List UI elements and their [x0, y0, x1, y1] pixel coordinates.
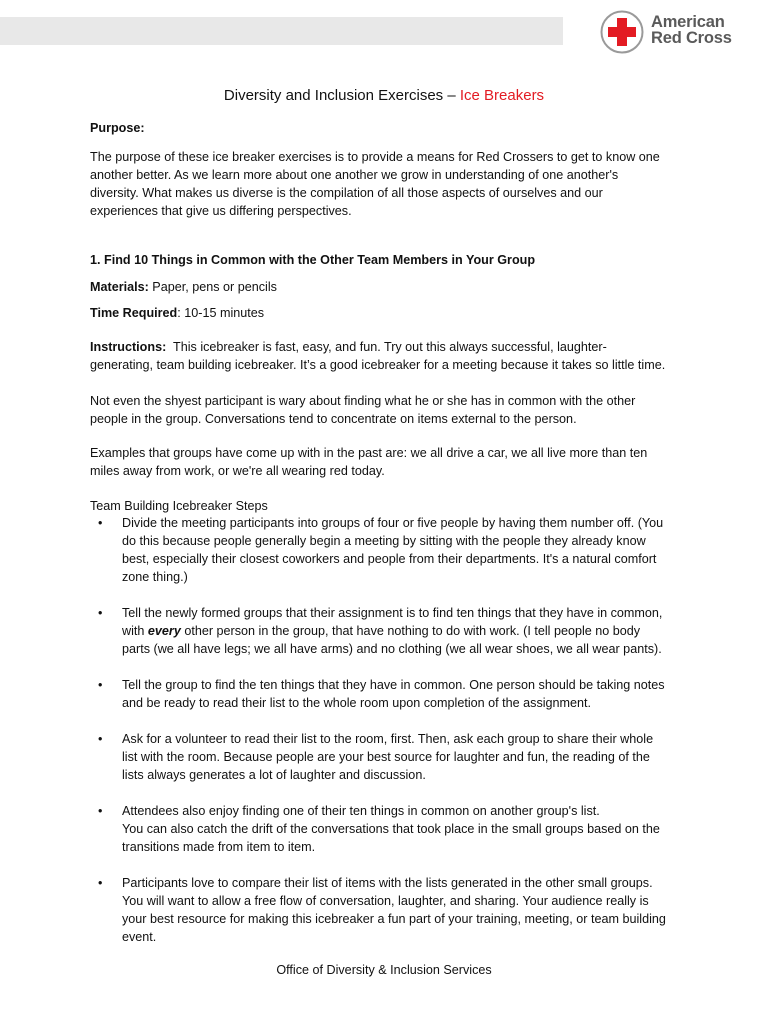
materials-line [90, 278, 690, 296]
instructions-line: This icebreaker is fast, easy, and fun. Try out this always successful, laughter- [166, 340, 607, 354]
paragraph-shyest [90, 392, 690, 428]
time-required-line [90, 304, 690, 322]
logo-line-2: Red Cross [651, 29, 732, 47]
steps-list [90, 514, 690, 964]
step-line: do this because people generally begin a meeting by sitting with the people they already know [122, 534, 646, 548]
list-item [90, 730, 690, 784]
step-line: list with the room. Because people are your best source for laughter and fun, the reading of the [122, 750, 650, 764]
materials-label: Materials: [90, 280, 149, 294]
title-accent: Ice Breakers [459, 87, 545, 104]
purpose-line: another better. As we learn more about one another we grow in understanding of one another's [90, 168, 619, 182]
step-text: with [122, 624, 148, 638]
header-bar [0, 17, 563, 45]
step-text: other person in the group, that have nothing to do with work. (I tell people no body [180, 624, 641, 638]
step-line: Divide the meeting participants into groups of four or five people by having them number off. (You [122, 516, 664, 530]
page-title [0, 86, 768, 106]
list-item [90, 676, 690, 712]
step-line: Ask for a volunteer to read their list to the room, first. Then, ask each group to share their whole [122, 732, 654, 746]
bullet: • [98, 606, 103, 620]
materials-value: Paper, pens or pencils [148, 280, 277, 294]
step-line: Attendees also enjoy finding one of their ten things in common on another group's list. [122, 804, 600, 818]
instructions-line: generating, team building icebreaker. It’s a good icebreaker for a meeting because it takes so little time. [90, 358, 666, 372]
list-item [90, 874, 690, 946]
step-line: Tell the newly formed groups that their assignment is to find ten things that they have in common, [122, 606, 663, 620]
footer-text: Office of Diversity & Inclusion Services [276, 963, 492, 977]
paragraph-line: Not even the shyest participant is wary about finding what he or she has in common with the other [90, 394, 636, 408]
paragraph-line: people in the group. Conversations tend to concentrate on items external to the person. [90, 412, 577, 426]
step-line: You will want to allow a free flow of conversation, laughter, and sharing. Your audience really is [122, 894, 649, 908]
emphasis-every: every [147, 624, 181, 638]
logo-wordmark [651, 14, 732, 46]
step-line: parts (we all have legs; we all have arms) and no clothing (we all wear shoes, we all wear pants). [122, 642, 662, 656]
purpose-heading: Purpose: [90, 121, 145, 135]
step-line: your best resource for making this icebreaker a fun part of your training, meeting, or team building [122, 912, 666, 926]
logo-line-1: American [651, 13, 725, 31]
purpose-line: diversity. What makes us diverse is the compilation of all those aspects of ourselves and our [90, 186, 603, 200]
list-item [90, 514, 690, 586]
step-line: best, especially their closest coworkers and people from their departments. It's a natural comfort [122, 552, 657, 566]
bullet: • [98, 678, 103, 692]
purpose-line: experiences that give us differing perspectives. [90, 204, 352, 218]
red-cross-emblem-icon [600, 10, 644, 54]
step-line: lists always generates a lot of laughter and discussion. [122, 768, 426, 782]
list-item [90, 604, 690, 658]
step-line: event. [122, 930, 157, 944]
bullet: • [98, 732, 103, 746]
step-line: zone thing.) [122, 570, 188, 584]
steps-heading: Team Building Icebreaker Steps [90, 499, 268, 513]
bullet: • [98, 876, 103, 890]
paragraph-line: miles away from work, or we're all wearing red today. [90, 464, 385, 478]
time-value: : 10-15 minutes [177, 306, 265, 320]
instructions-label: Instructions: [90, 340, 167, 354]
paragraph-examples [90, 444, 690, 480]
bullet: • [98, 804, 103, 818]
step-line: Tell the group to find the ten things that they have in common. One person should be taking notes [122, 678, 665, 692]
step-line: transitions made from item to item. [122, 840, 316, 854]
paragraph-line: Examples that groups have come up with in the past are: we all drive a car, we all live more than ten [90, 446, 648, 460]
bullet: • [98, 516, 103, 530]
step-line [122, 622, 690, 640]
time-label: Time Required [90, 306, 178, 320]
title-main: Diversity and Inclusion Exercises – [223, 87, 460, 104]
red-cross-logo [600, 8, 740, 56]
step-line: You can also catch the drift of the conversations that took place in the small groups based on the [122, 822, 660, 836]
list-item [90, 802, 690, 856]
step-line: Participants love to compare their list of items with the lists generated in the other small groups. [122, 876, 653, 890]
purpose-line: The purpose of these ice breaker exercises is to provide a means for Red Crossers to get to know one [90, 150, 660, 164]
step-line: and be ready to read their list to the whole room upon completion of the assignment. [122, 696, 592, 710]
section-heading: 1. Find 10 Things in Common with the Other Team Members in Your Group [90, 253, 536, 267]
instructions-paragraph [90, 338, 690, 374]
purpose-paragraph [90, 148, 690, 220]
